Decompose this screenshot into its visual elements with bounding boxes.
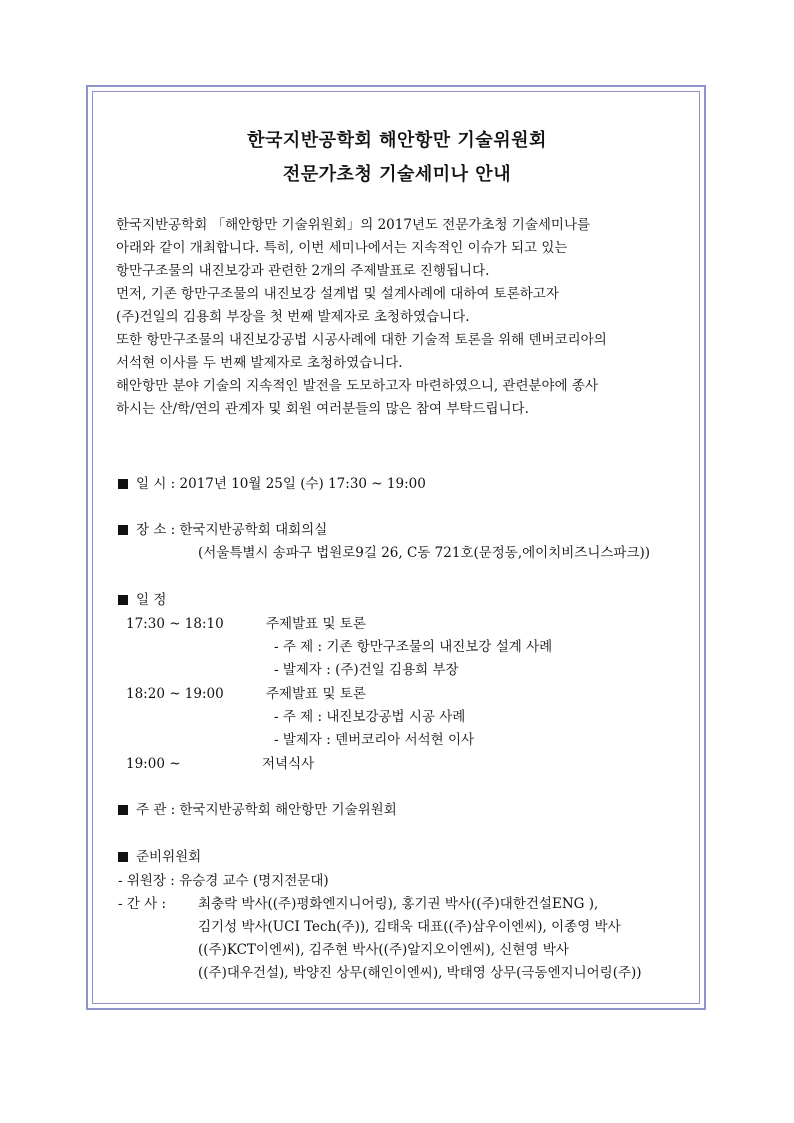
schedule-title: 저녁식사 <box>262 756 315 772</box>
host-label: 주 관 : <box>136 802 176 818</box>
committee-label: 준비위원회 <box>136 849 202 865</box>
schedule-speaker: - 발제자 : 덴버코리아 서석현 이사 <box>274 732 475 748</box>
title-line-1: 한국지반공학회 해안항만 기술위원회 <box>247 130 547 151</box>
schedule-topic: - 주 제 : 내진보강공법 시공 사례 <box>274 709 466 725</box>
host-row <box>118 800 397 820</box>
schedule-speaker: - 발제자 : (주)건일 김용희 부장 <box>274 662 459 678</box>
host-value: 한국지반공학회 해안항만 기술위원회 <box>179 802 397 818</box>
venue-label: 장 소 : <box>136 522 176 538</box>
bullet-square-icon <box>118 852 128 862</box>
schedule-time: 17:30 ~ 18:10 <box>126 616 224 632</box>
intro-line: (주)건일의 김용희 부장을 첫 번째 발제자로 초청하였습니다. <box>116 309 470 325</box>
committee-chair: - 위원장 : 유승경 교수 (명지전문대) <box>118 873 329 889</box>
intro-line: 한국지반공학회 「해안항만 기술위원회」의 2017년도 전문가초청 기술세미나를 <box>116 217 591 233</box>
bullet-square-icon <box>118 479 128 489</box>
intro-paragraph <box>116 214 676 421</box>
intro-line: 먼저, 기존 항만구조물의 내진보강 설계법 및 설계사례에 대하여 토론하고자 <box>116 286 559 302</box>
title-line-2: 전문가초청 기술세미나 안내 <box>282 164 512 185</box>
datetime-label: 일 시 : <box>136 476 176 492</box>
schedule-time: 18:20 ~ 19:00 <box>126 686 224 702</box>
committee-secretary-label: - 간 사 : <box>118 896 167 912</box>
intro-line: 서석현 이사를 두 번째 발제자로 초청하였습니다. <box>116 355 403 371</box>
venue-value: 한국지반공학회 대회의실 <box>179 522 328 538</box>
intro-line: 항만구조물의 내진보강과 관련한 2개의 주제발표로 진행됩니다. <box>116 263 490 279</box>
schedule-topic: - 주 제 : 기존 항만구조물의 내진보강 설계 사례 <box>274 639 553 655</box>
venue-address: (서울특별시 송파구 법원로9길 26, C동 721호(문정동,에이치비즈니스파크)) <box>198 545 651 561</box>
intro-line: 또한 항만구조물의 내진보강공법 시공사례에 대한 기술적 토론을 위해 덴버코리아의 <box>116 332 607 348</box>
datetime-value: 2017년 10월 25일 (수) 17:30 ~ 19:00 <box>179 476 426 492</box>
schedule-label: 일 정 <box>136 592 167 608</box>
committee-secretary-line: 김기성 박사(UCI Tech(주)), 김태욱 대표((주)삼우이엔씨), 이종영 박사 <box>198 919 621 935</box>
schedule-time: 19:00 ~ <box>126 756 181 772</box>
intro-line: 하시는 산/학/연의 관계자 및 회원 여러분들의 많은 참여 부탁드립니다. <box>116 401 529 417</box>
committee-heading <box>118 847 201 867</box>
committee-secretary-line: 최충락 박사((주)평화엔지니어링), 홍기권 박사((주)대한건설ENG ), <box>198 896 599 912</box>
datetime-row <box>118 474 426 494</box>
intro-line: 아래와 같이 개최합니다. 특히, 이번 세미나에서는 지속적인 이슈가 되고 있는 <box>116 240 568 256</box>
schedule-heading <box>118 590 166 610</box>
intro-line: 해안항만 분야 기술의 지속적인 발전을 도모하고자 마련하였으니, 관련분야에 종사 <box>116 378 599 394</box>
bullet-square-icon <box>118 805 128 815</box>
committee-secretary-line: ((주)대우건설), 박양진 상무(해인이엔씨), 박태영 상무(극동엔지니어링(주)) <box>198 965 642 981</box>
schedule-title: 주제발표 및 토론 <box>266 686 366 702</box>
bullet-square-icon <box>118 595 128 605</box>
schedule-title: 주제발표 및 토론 <box>266 616 366 632</box>
committee-secretary-line: ((주)KCT이엔씨), 김주현 박사((주)알지오이엔씨), 신현영 박사 <box>198 942 569 958</box>
bullet-square-icon <box>118 525 128 535</box>
venue-row <box>118 520 327 540</box>
